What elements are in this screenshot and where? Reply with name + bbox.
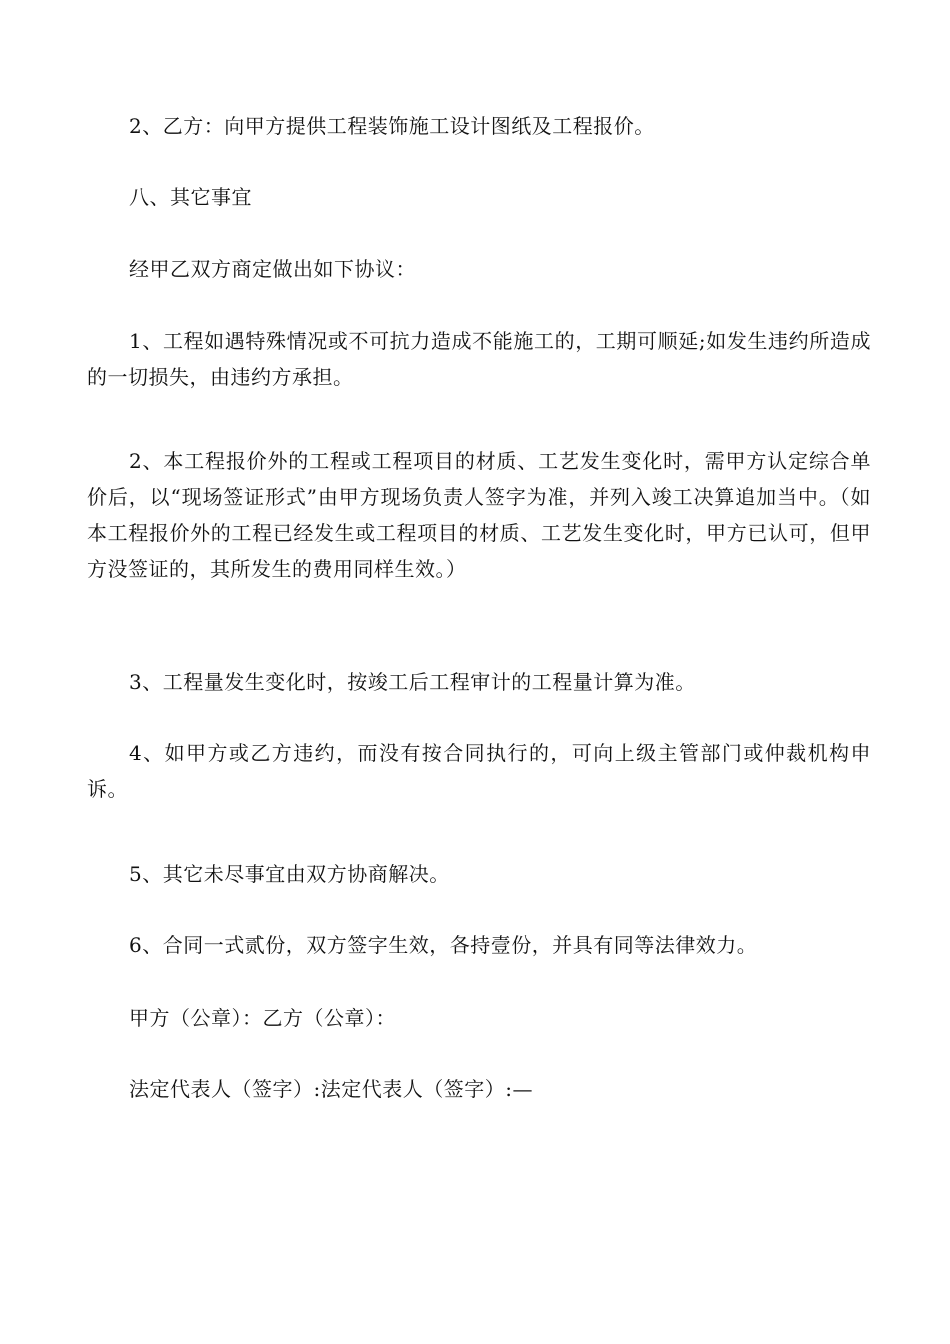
signature-representative-line: 法定代表人（签字）:法定代表人（签字）:—: [129, 1077, 533, 1101]
clause-quantity-change: 3、工程量发生变化时，按竣工后工程审计的工程量计算为准。: [129, 670, 696, 694]
section-heading-other-matters: 八、其它事宜: [129, 185, 252, 209]
clause-price-change-visa: 2、本工程报价外的工程或工程项目的材质、工艺发生变化时，需甲方认定综合单价后，以“现场签证形式”由甲方现场负责人签字为准，并列入竣工决算追加当中。（如本工程报价外的工程已经发生或工程项目的材质、工艺发生变化时，甲方已认可，但甲方没签证的，其所发生的费用同样生效。）: [87, 449, 871, 581]
clause-force-majeure: 1、工程如遇特殊情况或不可抗力造成不能施工的，工期可顺延;如发生违约所造成的一切损失，由违约方承担。: [87, 329, 871, 389]
clause-breach-appeal: 4、如甲方或乙方违约，而没有按合同执行的，可向上级主管部门或仲裁机构申诉。: [87, 741, 871, 801]
clause-party-b-provide-drawings: 2、乙方：向甲方提供工程装饰施工设计图纸及工程报价。: [129, 114, 655, 138]
clause-copies-validity: 6、合同一式贰份，双方签字生效，各持壹份，并具有同等法律效力。: [129, 933, 758, 957]
agreement-intro: 经甲乙双方商定做出如下协议：: [129, 257, 416, 281]
clause-other-matters: 5、其它未尽事宜由双方协商解决。: [129, 862, 450, 886]
signature-seal-line: 甲方（公章）：乙方（公章）：: [129, 1006, 396, 1030]
